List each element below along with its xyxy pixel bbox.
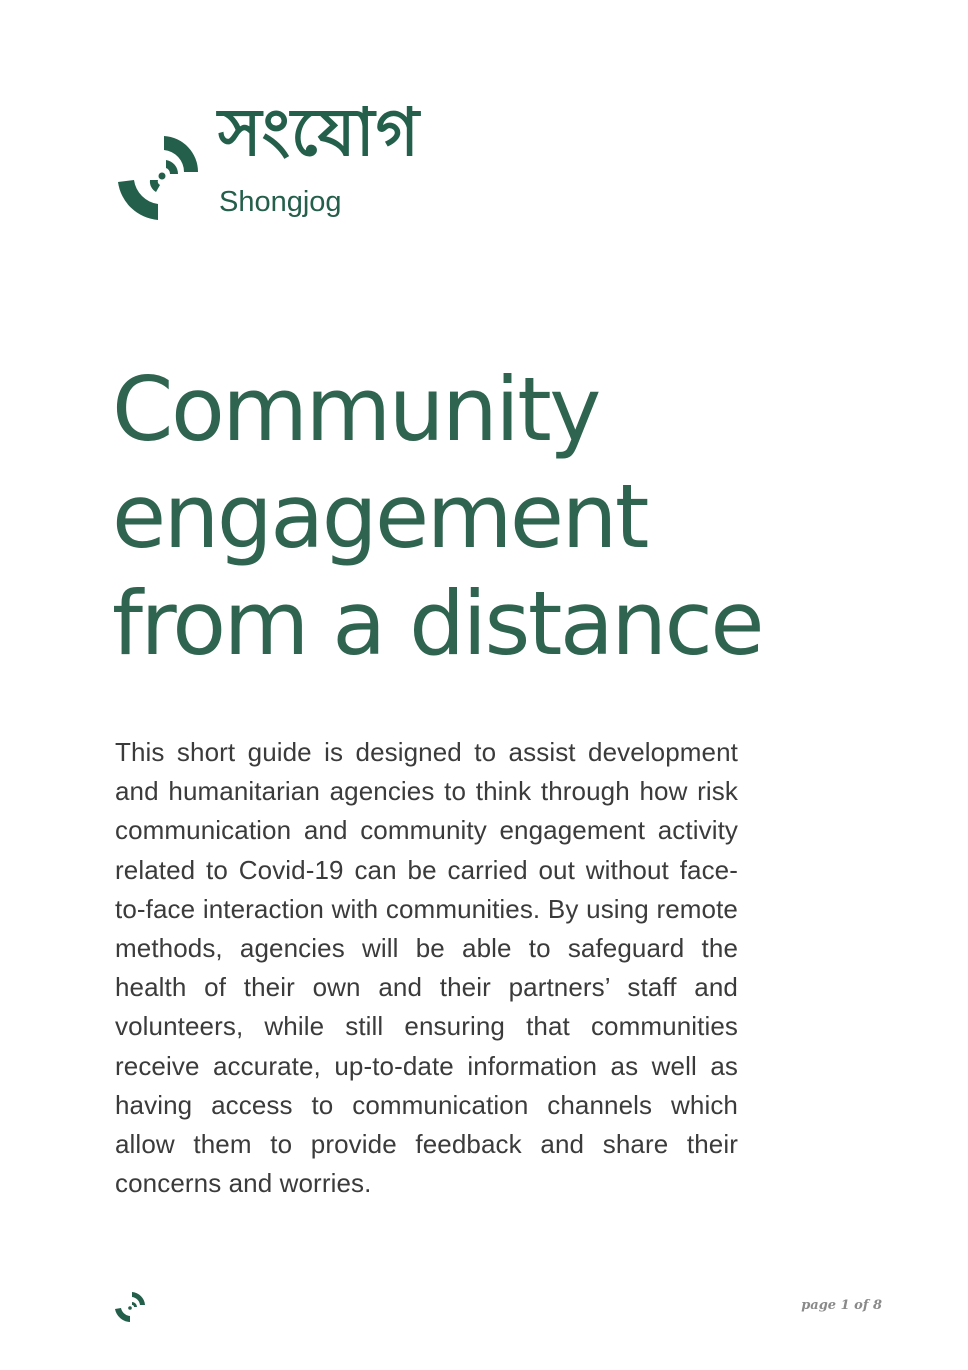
logo-bengali-wordmark: সংযোগ <box>218 94 420 171</box>
logo-latin-wordmark: Shongjog <box>219 186 342 218</box>
shongjog-logo <box>112 94 492 228</box>
document-title <box>112 356 872 677</box>
page-number: page 1 of 8 <box>801 1298 882 1313</box>
title-line: engagement <box>112 465 647 568</box>
shongjog-signal-icon <box>112 116 212 224</box>
footer-logo-icon <box>112 1286 150 1324</box>
title-line: from a distance <box>112 572 763 675</box>
intro-paragraph: This short guide is designed to assist development and humanitarian agencies to think through how risk communication and community engagement activity related to Covid-19 can be carried out without face-to-face interaction with communities. By using remote methods, agencies will be able to safeguard the health of their own and their partners’ staff and volunteers, while still ensuring that communities receive accurate, up-to-date information as well as having access to communication channels which allow them to provide feedback and share their concerns and worries. <box>115 737 738 1199</box>
title-line: Community <box>112 358 599 461</box>
